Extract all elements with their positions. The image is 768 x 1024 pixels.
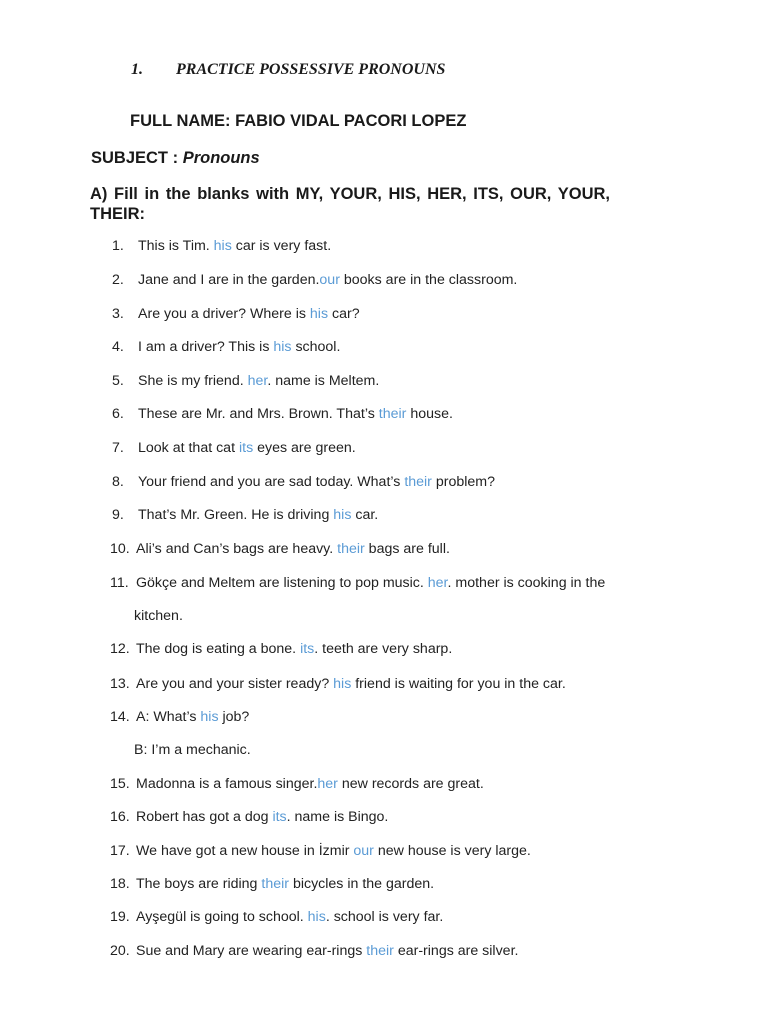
list-item bbox=[110, 776, 484, 792]
sentence-text: . teeth are very sharp. bbox=[314, 641, 453, 657]
item-number: 17. bbox=[110, 843, 130, 859]
item-number: 2. bbox=[112, 272, 124, 288]
sentence-text: school. bbox=[291, 339, 341, 355]
answer-word: their bbox=[366, 943, 394, 959]
item-number: 12. bbox=[110, 641, 130, 657]
sentence-text: new records are great. bbox=[337, 776, 484, 792]
answer-word: his bbox=[213, 238, 232, 254]
sentence-text: She is my friend. bbox=[138, 373, 248, 389]
sentence-text: Gökçe and Meltem are listening to pop music. bbox=[136, 575, 428, 591]
answer-word: their bbox=[261, 876, 289, 892]
answer-word: its bbox=[272, 809, 287, 825]
item-number: 18. bbox=[110, 876, 130, 892]
sentence-text: Are you a driver? Where is bbox=[138, 306, 310, 322]
sentence-text: car. bbox=[351, 507, 379, 523]
item-number: 8. bbox=[112, 474, 124, 490]
sentence-text: This is Tim. bbox=[138, 238, 214, 254]
sentence-text: These are Mr. and Mrs. Brown. That’s bbox=[138, 406, 379, 422]
answer-word: his bbox=[333, 507, 352, 523]
answer-word: his bbox=[307, 909, 326, 925]
sentence-text: ear-rings are silver. bbox=[393, 943, 519, 959]
sentence-text: car? bbox=[328, 306, 360, 322]
sentence-text: bags are full. bbox=[364, 541, 450, 557]
answer-word: our bbox=[319, 272, 340, 288]
item-number: 9. bbox=[112, 507, 124, 523]
sentence-text: job? bbox=[218, 709, 250, 725]
sentence-text: The boys are riding bbox=[136, 876, 262, 892]
list-item-continuation: B: I’m a mechanic. bbox=[134, 742, 251, 758]
sentence-text: . name is Meltem. bbox=[267, 373, 380, 389]
sentence-text: house. bbox=[406, 406, 453, 422]
list-item bbox=[112, 440, 356, 456]
sentence-text: That’s Mr. Green. He is driving bbox=[138, 507, 334, 523]
answer-word: her bbox=[317, 776, 338, 792]
item-number: 1. bbox=[112, 238, 124, 254]
sentence-text: Ali’s and Can’s bags are heavy. bbox=[136, 541, 338, 557]
answer-word: our bbox=[353, 843, 374, 859]
sentence-text: problem? bbox=[431, 474, 496, 490]
sentence-text: bicycles in the garden. bbox=[289, 876, 435, 892]
answer-word: her bbox=[427, 575, 448, 591]
full-name-line: FULL NAME: FABIO VIDAL PACORI LOPEZ bbox=[130, 112, 467, 130]
sentence-text: Look at that cat bbox=[138, 440, 239, 456]
item-number: 10. bbox=[110, 541, 130, 557]
sentence-text: books are in the classroom. bbox=[339, 272, 518, 288]
list-item bbox=[112, 306, 360, 322]
sentence-text: A: What’s bbox=[136, 709, 201, 725]
sentence-text: Sue and Mary are wearing ear-rings bbox=[136, 943, 367, 959]
sentence-text: Robert has got a dog bbox=[136, 809, 273, 825]
sentence-text: . school is very far. bbox=[325, 909, 444, 925]
item-number: 14. bbox=[110, 709, 130, 725]
sentence-text: Madonna is a famous singer. bbox=[136, 776, 318, 792]
answer-word: its bbox=[238, 440, 254, 456]
item-number: 3. bbox=[112, 306, 124, 322]
list-item bbox=[110, 876, 434, 892]
answer-word: his bbox=[309, 306, 329, 322]
list-item bbox=[110, 541, 450, 557]
answer-word: his bbox=[200, 709, 219, 725]
list-item bbox=[112, 373, 379, 389]
item-number: 19. bbox=[110, 909, 130, 925]
list-item bbox=[112, 272, 517, 288]
sentence-text: We have got a new house in İzmir bbox=[136, 843, 354, 859]
list-item bbox=[110, 575, 605, 591]
list-item bbox=[110, 641, 452, 657]
list-item bbox=[110, 909, 443, 925]
answer-word: her bbox=[247, 373, 268, 389]
item-number: 7. bbox=[112, 440, 124, 456]
sentence-text: eyes are green. bbox=[253, 440, 356, 456]
list-item bbox=[112, 474, 495, 490]
list-item bbox=[112, 238, 331, 254]
sentence-text: Jane and I are in the garden. bbox=[138, 272, 320, 288]
list-item bbox=[110, 709, 249, 725]
item-number: 4. bbox=[112, 339, 124, 355]
list-item bbox=[112, 406, 453, 422]
subject-value: Pronouns bbox=[182, 149, 260, 167]
item-number: 11. bbox=[110, 575, 129, 591]
list-item-continuation: kitchen. bbox=[134, 608, 183, 624]
sentence-text: Your friend and you are sad today. What’s bbox=[138, 474, 405, 490]
list-item bbox=[110, 676, 566, 692]
item-number: 13. bbox=[110, 676, 130, 692]
sentence-text: friend is waiting for you in the car. bbox=[351, 676, 566, 692]
sentence-text: Are you and your sister ready? bbox=[136, 676, 334, 692]
list-item bbox=[110, 843, 531, 859]
item-number: 15. bbox=[110, 776, 130, 792]
answer-word: his bbox=[273, 339, 292, 355]
list-item bbox=[110, 809, 388, 825]
answer-word: their bbox=[404, 474, 432, 490]
list-item bbox=[110, 943, 518, 959]
item-number: 6. bbox=[112, 406, 124, 422]
sentence-text: . mother is cooking in the bbox=[447, 575, 606, 591]
section-title: PRACTICE POSSESSIVE PRONOUNS bbox=[176, 61, 446, 78]
sentence-text: car is very fast. bbox=[231, 238, 332, 254]
sentence-text: I am a driver? This is bbox=[138, 339, 274, 355]
list-item bbox=[112, 339, 340, 355]
sentence-text: new house is very large. bbox=[373, 843, 531, 859]
sentence-text: . name is Bingo. bbox=[286, 809, 389, 825]
item-number: 20. bbox=[110, 943, 130, 959]
item-number: 5. bbox=[112, 373, 124, 389]
list-item bbox=[112, 507, 378, 523]
answer-word: its bbox=[300, 641, 315, 657]
instruction-text: A) Fill in the blanks with MY, YOUR, HIS, HER, ITS, OUR, YOUR, THEIR: bbox=[90, 185, 610, 223]
sentence-text: Ayşegül is going to school. bbox=[136, 909, 308, 925]
sentence-text: The dog is eating a bone. bbox=[136, 641, 301, 657]
item-number: 16. bbox=[110, 809, 130, 825]
subject-label: SUBJECT : bbox=[91, 149, 183, 167]
answer-word: his bbox=[333, 676, 352, 692]
section-number: 1. bbox=[131, 61, 143, 78]
answer-word: their bbox=[337, 541, 365, 557]
answer-word: their bbox=[378, 406, 407, 422]
